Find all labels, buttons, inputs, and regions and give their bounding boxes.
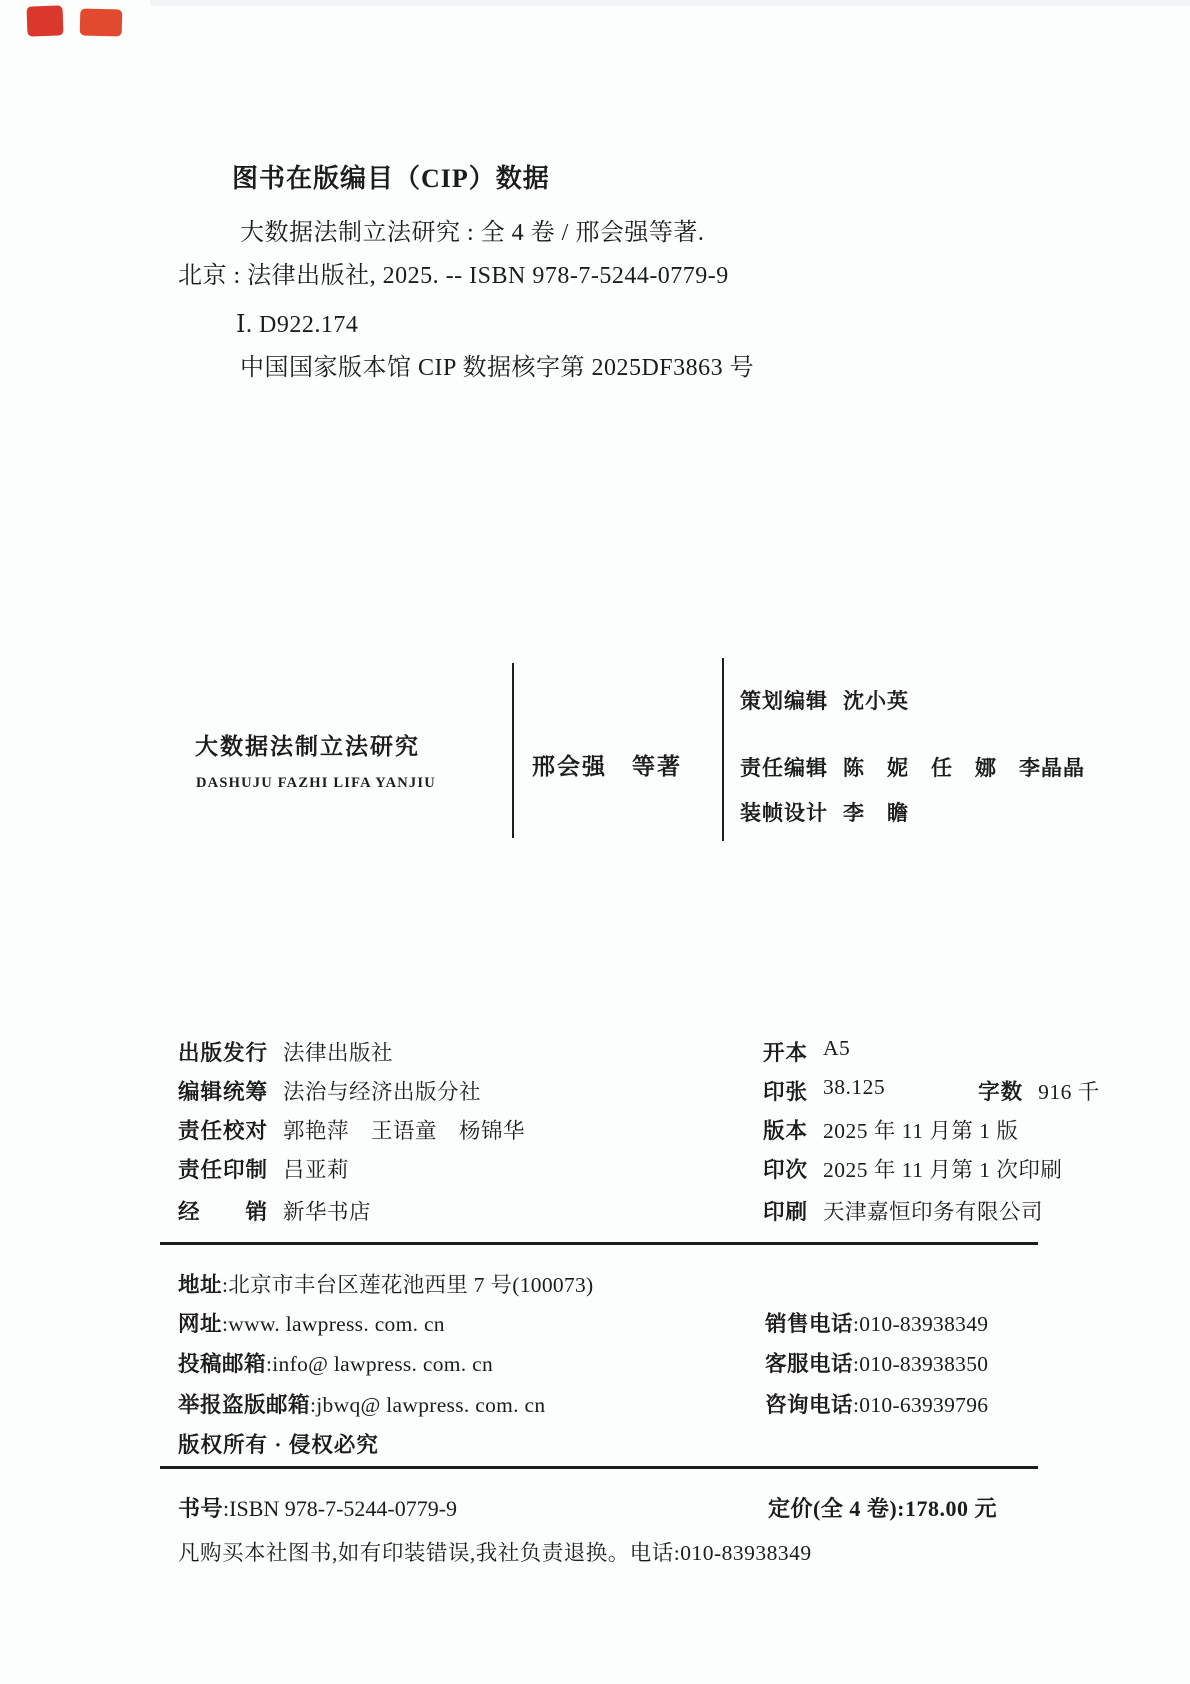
editor-row-responsible [740,752,1085,782]
colophon-label: 字数 [978,1080,1024,1104]
horizontal-rule [160,1466,1038,1469]
contact-label: 客服电话 [765,1352,854,1376]
colophon-row-impression [763,1153,1062,1184]
red-mark [80,8,123,36]
contact-value: :010-83938349 [853,1312,989,1336]
red-mark [26,5,63,36]
cip-heading: 图书在版编目（CIP）数据 [232,164,550,193]
editor-row-design [740,797,909,827]
colophon-value: 2025 年 11 月第 1 版 [823,1119,1019,1143]
copyright-notice: 版权所有 · 侵权必究 [178,1433,379,1457]
isbn-line [178,1492,457,1523]
horizontal-rule [160,1242,1038,1245]
contact-label: 地址 [178,1273,223,1297]
colophon-label: 经 销 [178,1200,269,1224]
book-title-cn: 大数据法制立法研究 [195,734,420,759]
scan-edge-band [150,0,1190,6]
colophon-label: 开本 [763,1041,809,1065]
colophon-value: A5 [823,1036,851,1060]
cip-record-number: 中国国家版本馆 CIP 数据核字第 2025DF3863 号 [240,355,755,381]
colophon-row-proofreaders [178,1114,525,1145]
colophon-label: 责任印制 [178,1158,269,1182]
contact-row-piracy-report-email [178,1388,545,1419]
colophon-label: 印刷 [763,1200,809,1224]
colophon-row-format [763,1036,850,1067]
cip-class-number: Ⅰ. D922.174 [236,312,359,338]
book-author: 邢会强 等著 [532,754,682,779]
contact-row-sales-phone [765,1307,988,1338]
colophon-value: 2025 年 11 月第 1 次印刷 [823,1158,1063,1182]
contact-label: 销售电话 [765,1312,854,1336]
colophon-row-distributor [178,1195,371,1226]
colophon-label: 印次 [763,1158,809,1182]
colophon-row-print-supervisor [178,1153,349,1184]
colophon-row-sheets-wordcount [763,1075,1100,1106]
contact-value: :www. lawpress. com. cn [222,1312,445,1336]
contact-row-website [178,1307,445,1338]
editor-label: 策划编辑 [740,689,828,713]
colophon-label: 责任校对 [178,1119,269,1143]
price-value: :178.00 元 [897,1496,997,1521]
editor-row-planning [740,685,909,715]
book-title-pinyin: DASHUJU FAZHI LIFA YANJIU [196,775,436,791]
colophon-value: 38.125 [823,1075,886,1099]
colophon-value: 吕亚莉 [283,1158,350,1182]
contact-row-submission-email [178,1347,493,1378]
contact-label: 投稿邮箱 [178,1352,267,1376]
contact-value: :info@ lawpress. com. cn [266,1352,494,1376]
contact-value: :010-63939796 [853,1393,989,1417]
colophon-value: 法律出版社 [283,1041,394,1065]
colophon-label: 版本 [763,1119,809,1143]
colophon-row-publisher [178,1036,393,1067]
vertical-divider [722,658,724,841]
isbn-label: 书号 [178,1496,224,1521]
colophon-row-edition [763,1114,1018,1145]
colophon-value: 法治与经济出版分社 [283,1080,482,1104]
editor-label: 责任编辑 [740,756,828,780]
editor-name: 沈小英 [843,689,909,713]
price-label: 定价(全 4 卷) [768,1496,898,1521]
colophon-label: 编辑统筹 [178,1080,269,1104]
contact-row-service-phone [765,1347,988,1378]
colophon-row-coordination [178,1075,481,1106]
colophon-row-printer [763,1195,1043,1226]
editor-label: 装帧设计 [740,801,828,825]
editor-name: 李 瞻 [843,801,909,825]
contact-value: :北京市丰台区莲花池西里 7 号(100073) [222,1273,594,1297]
return-policy-notice: 凡购买本社图书,如有印装错误,我社负责退换。电话:010-83938349 [178,1541,812,1565]
contact-row-address [178,1268,594,1299]
editor-name: 陈 妮 任 娜 李晶晶 [843,756,1085,780]
colophon-label: 出版发行 [178,1041,269,1065]
isbn-value: :ISBN 978-7-5244-0779-9 [223,1496,458,1521]
colophon-value: 郭艳萍 王语童 杨锦华 [283,1119,526,1143]
vertical-divider [512,663,514,838]
contact-row-inquiry-phone [765,1388,988,1419]
contact-label: 咨询电话 [765,1393,854,1417]
cip-title-line: 大数据法制立法研究 : 全 4 卷 / 邢会强等著. [240,220,705,246]
cip-publisher-line: 北京 : 法律出版社, 2025. -- ISBN 978-7-5244-0779-9 [178,263,729,289]
colophon-value: 天津嘉恒印务有限公司 [823,1200,1044,1224]
contact-label: 网址 [178,1312,223,1336]
colophon-value: 新华书店 [283,1200,372,1224]
price-line [768,1492,997,1523]
colophon-value: 916 千 [1038,1080,1100,1104]
contact-value: :010-83938350 [853,1352,989,1376]
contact-value: :jbwq@ lawpress. com. cn [310,1393,546,1417]
colophon-label: 印张 [763,1080,809,1104]
contact-label: 举报盗版邮箱 [178,1393,311,1417]
